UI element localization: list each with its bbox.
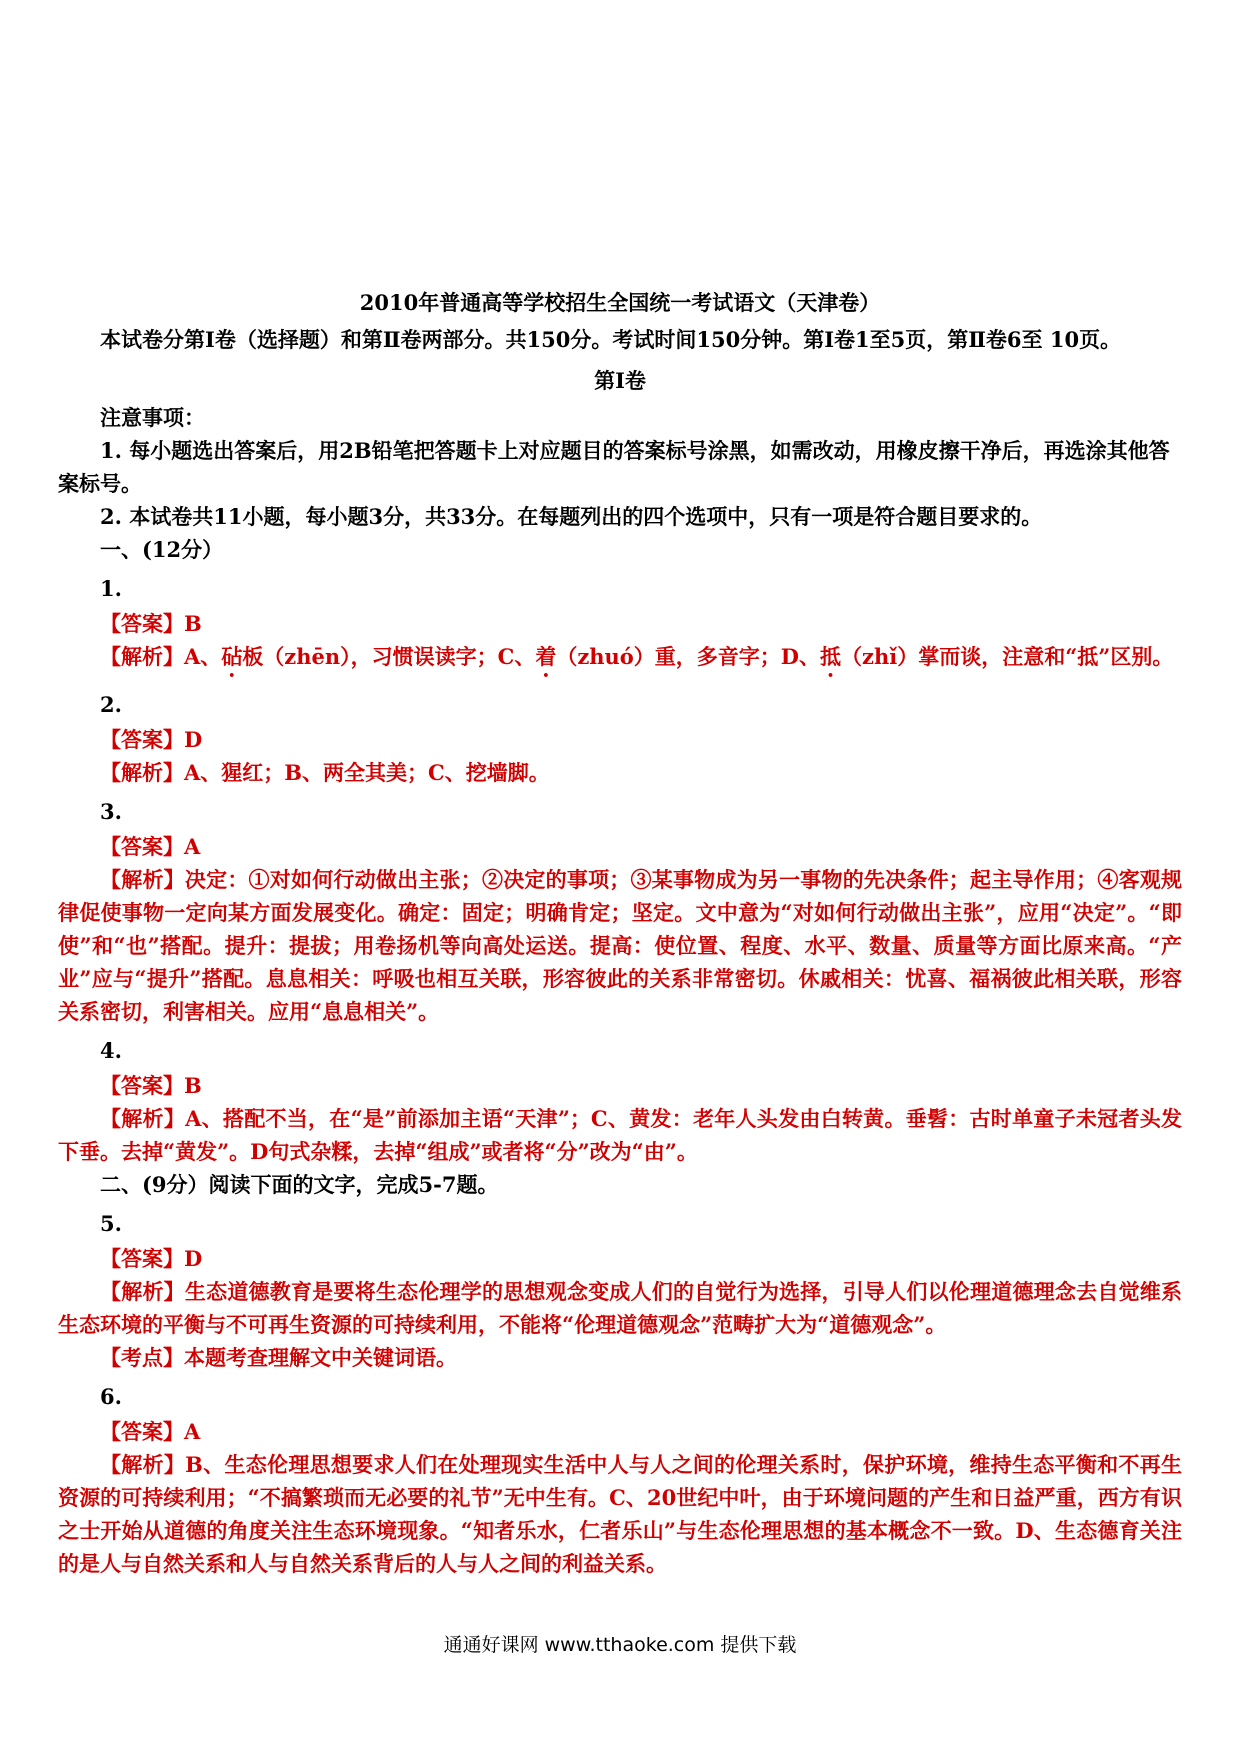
- analysis-text: A、搭配不当，在“是”前添加主语“天津”；C、黄发：老年人头发由白转黄。垂髫：古时单童子未冠者头发下垂。去掉“黄发”。D句式杂糅，去掉“组成”或者将“分”改为“由”。: [58, 1106, 1182, 1164]
- analysis-text: 决定：①对如何行动做出主张；②决定的事项；③某事物成为另一事物的先决条件；起主导作用；④客观规律促使事物一定向某方面发展变化。确定：固定；明确肯定；坚定。文中意为“对如何行动做出主张”，应用“决定”。“即使”和“也”搭配。提升：提拔；用卷扬机等向高处运送。提高：使位置、程度、水平、数量、质量等方面比原来高。“产业”应与“提升”搭配。息息相关：呼吸也相互关联，形容彼此的关系非常密切。休戚相关：忧喜、福祸彼此相关联，形容关系密切，利害相关。应用“息息相关”。: [58, 867, 1183, 1024]
- answer-label: 【答案】: [100, 1246, 184, 1271]
- emphasized-char: 着: [535, 644, 557, 669]
- point-text: 本题考查理解文中关键词语。: [184, 1345, 457, 1370]
- analysis-label: 【解析】: [100, 867, 185, 892]
- question-5-answer: [58, 1242, 1182, 1275]
- question-6-number: 6.: [100, 1384, 122, 1409]
- question-2-answer: [58, 723, 1182, 756]
- answer-label: 【答案】: [100, 1419, 184, 1444]
- analysis-label: 【解析】: [100, 1279, 185, 1304]
- question-2-number: 2.: [100, 692, 122, 717]
- analysis-text: A、猩红；B、两全其美；C、挖墙脚。: [184, 760, 550, 785]
- answer-label: 【答案】: [100, 611, 184, 636]
- answer-value: B: [184, 1073, 202, 1098]
- analysis-label: 【解析】: [100, 760, 184, 785]
- answer-value: D: [184, 1246, 203, 1271]
- section-1-heading: 一、(12分）: [100, 537, 224, 562]
- intro-paragraph: 本试卷分第Ⅰ卷（选择题）和第Ⅱ卷两部分。共150分。考试时间150分钟。第Ⅰ卷1至5页，第Ⅱ卷6至 10页。: [100, 327, 1122, 352]
- question-5-point: [58, 1341, 1182, 1374]
- question-3-answer: [58, 830, 1182, 863]
- question-1-answer: [58, 607, 1182, 640]
- analysis-label: 【解析】: [100, 1452, 186, 1477]
- page-footer: 通通好课网 www.tthaoke.com 提供下载: [443, 1634, 797, 1656]
- answer-label: 【答案】: [100, 1073, 184, 1098]
- answer-label: 【答案】: [100, 727, 184, 752]
- section-2-heading: 二、(9分）阅读下面的文字，完成5-7题。: [100, 1172, 499, 1197]
- emphasized-char: 砧: [221, 644, 243, 669]
- point-label: 【考点】: [100, 1345, 184, 1370]
- emphasized-char: 抵: [820, 644, 842, 669]
- answer-value: A: [184, 834, 201, 859]
- question-2-analysis: [58, 756, 1182, 789]
- note-2: 2. 本试卷共11小题，每小题3分，共33分。在每题列出的四个选项中，只有一项是符合题目要求的。: [100, 504, 1043, 529]
- part-title: 第Ⅰ卷: [594, 368, 646, 393]
- analysis-text: 生态道德教育是要将生态伦理学的思想观念变成人们的自觉行为选择，引导人们以伦理道德理念去自觉维系生态环境的平衡与不可再生资源的可持续利用，不能将“伦理道德观念”范畴扩大为“道德观念”。: [58, 1279, 1183, 1337]
- question-3-analysis: [58, 863, 1182, 1028]
- analysis-text: （zhuó）重，多音字；D、: [556, 644, 821, 669]
- analysis-label: 【解析】: [100, 644, 184, 669]
- analysis-text: 板（zhēn），习惯误读字；C、: [242, 644, 536, 669]
- note-1: 1. 每小题选出答案后，用2B铅笔把答题卡上对应题目的答案标号涂黑，如需改动，用橡皮擦干净后，再选涂其他答案标号。: [58, 438, 1170, 496]
- question-4-answer: [58, 1069, 1182, 1102]
- question-5-number: 5.: [100, 1211, 122, 1236]
- answer-value: B: [184, 611, 202, 636]
- question-5-analysis: [58, 1275, 1182, 1341]
- answer-label: 【答案】: [100, 834, 184, 859]
- document-content: [58, 286, 1182, 1580]
- analysis-label: 【解析】: [100, 1106, 186, 1131]
- question-6-answer: [58, 1415, 1182, 1448]
- question-1-analysis: [58, 640, 1182, 682]
- question-3-number: 3.: [100, 799, 122, 824]
- analysis-text: B、生态伦理思想要求人们在处理现实生活中人与人之间的伦理关系时，保护环境，维持生态平衡和不再生资源的可持续利用；“不搞繁琐而无必要的礼节”无中生有。C、20世纪中叶，由于环境问题的产生和日益严重，西方有识之士开始从道德的角度关注生态环境现象。“知者乐水，仁者乐山”与生态伦理思想的基本概念不一致。D、生态德育关注的是人与自然关系和人与自然关系背后的人与人之间的利益关系。: [58, 1452, 1182, 1576]
- question-1-number: 1.: [100, 576, 122, 601]
- question-6-analysis: [58, 1448, 1182, 1580]
- answer-value: A: [184, 1419, 201, 1444]
- analysis-text: A、: [184, 644, 222, 669]
- document-title: 2010年普通高等学校招生全国统一考试语文（天津卷）: [359, 290, 881, 315]
- notes-heading: 注意事项：: [100, 405, 205, 430]
- answer-value: D: [184, 727, 203, 752]
- analysis-text: （zhǐ）掌而谈，注意和“抵”区别。: [841, 644, 1174, 669]
- question-4-analysis: [58, 1102, 1182, 1168]
- question-4-number: 4.: [100, 1038, 122, 1063]
